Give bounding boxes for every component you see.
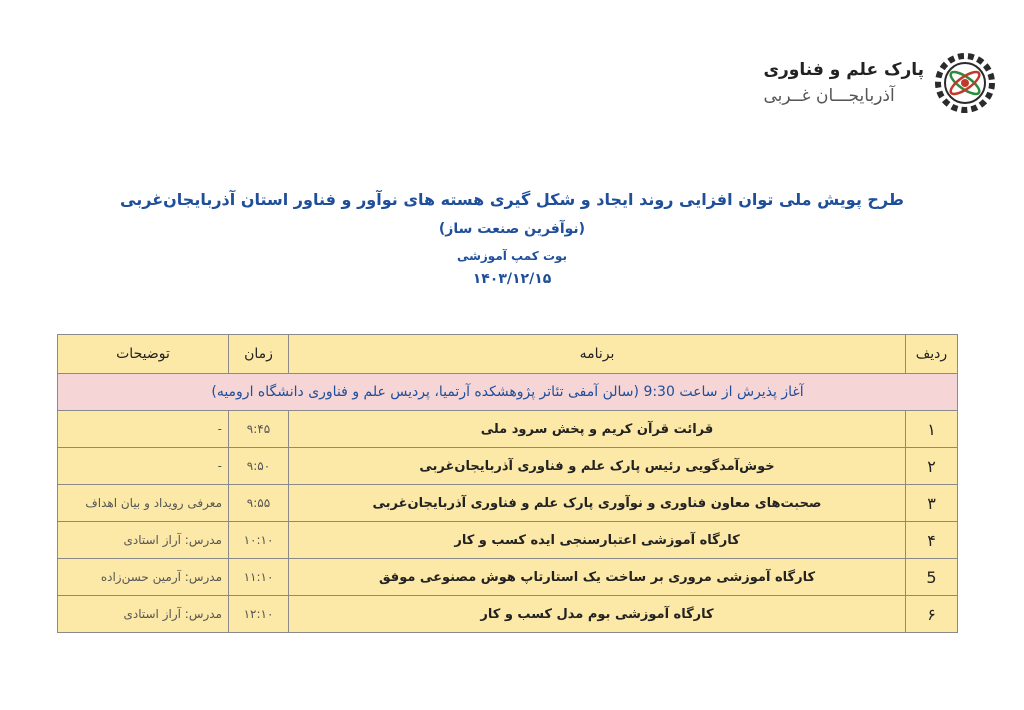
header-program: برنامه	[289, 335, 906, 374]
table-row	[58, 596, 958, 633]
row-number: ۳	[906, 485, 958, 522]
row-program: خوش‌آمدگویی رئیس پارک علم و فناوری آذربایجان‌غربی	[289, 448, 906, 485]
row-number: 5	[906, 559, 958, 596]
document-headings	[0, 190, 1024, 287]
row-time: ۱۱:۱۰	[229, 559, 289, 596]
park-logo-icon	[934, 52, 996, 114]
document-date: ۱۴۰۳/۱۲/۱۵	[472, 271, 552, 287]
row-time: ۹:۵۵	[229, 485, 289, 522]
program-table	[57, 334, 958, 633]
header-row-number: ردیف	[906, 335, 958, 374]
logo-subtitle: آذربایجـــان غــربی	[763, 86, 895, 106]
row-program: صحبت‌های معاون فناوری و نوآوری پارک علم و فناوری آذربایجان‌غربی	[289, 485, 906, 522]
row-program: کارگاه آموزشی اعتبارسنجی ایده کسب و کار	[289, 522, 906, 559]
table-row	[58, 485, 958, 522]
table-row	[58, 559, 958, 596]
row-notes: مدرس: آراز استادی	[58, 522, 229, 559]
row-notes: معرفی رویداد و بیان اهداف	[58, 485, 229, 522]
row-time: ۱۲:۱۰	[229, 596, 289, 633]
row-number: ۴	[906, 522, 958, 559]
row-notes: -	[58, 411, 229, 448]
table-row	[58, 448, 958, 485]
row-notes: مدرس: آرمین حسن‌زاده	[58, 559, 229, 596]
notice-row	[58, 374, 958, 411]
table-row	[58, 522, 958, 559]
table-row	[58, 411, 958, 448]
document-subtitle: (نوآفرین صنعت ساز)	[438, 221, 586, 237]
row-number: ۶	[906, 596, 958, 633]
row-program: کارگاه آموزشی بوم مدل کسب و کار	[289, 596, 906, 633]
notice-text: آغاز پذیرش از ساعت 9:30 (سالن آمفی تئاتر پژوهشکده آرتمیا، پردیس علم و فناوری دانشگاه ارومیه)	[58, 374, 958, 411]
row-number: ۲	[906, 448, 958, 485]
row-program: قرائت قرآن کریم و پخش سرود ملی	[289, 411, 906, 448]
bootcamp-label: بوت کمپ آموزشی	[456, 249, 568, 263]
row-number: ۱	[906, 411, 958, 448]
header-time: زمان	[229, 335, 289, 374]
row-notes: -	[58, 448, 229, 485]
row-time: ۹:۴۵	[229, 411, 289, 448]
row-time: ۱۰:۱۰	[229, 522, 289, 559]
logo-title: پارک علم و فناوری	[763, 60, 924, 80]
park-logo	[763, 52, 996, 114]
row-time: ۹:۵۰	[229, 448, 289, 485]
row-program: کارگاه آموزشی مروری بر ساخت یک استارتاپ هوش مصنوعی موفق	[289, 559, 906, 596]
table-header-row	[58, 335, 958, 374]
header-notes: توضیحات	[58, 335, 229, 374]
row-notes: مدرس: آراز استادی	[58, 596, 229, 633]
document-title: طرح پویش ملی توان افزایی روند ایجاد و شکل گیری هسته های نوآور و فناور استان آذربایجان‌غربی	[120, 190, 904, 209]
